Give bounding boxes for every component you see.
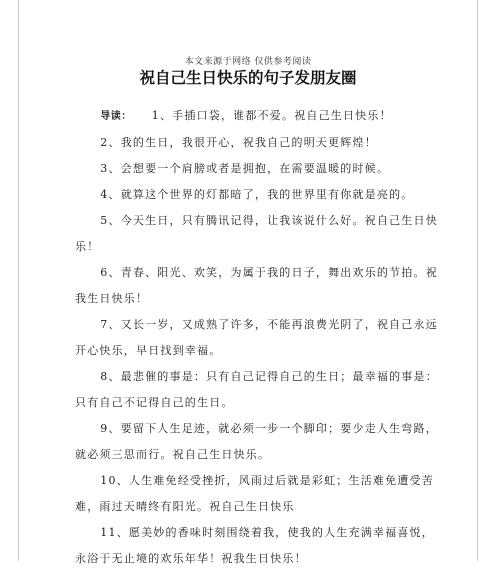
paragraph-3: 3、会想要一个肩膀或者是拥抱，在需要温暖的时候。 <box>100 162 390 175</box>
paragraph-5: 5、今天生日，只有腾讯记得，让我该说什么好。祝自己生日快乐！ <box>75 214 438 253</box>
paragraph-8: 8、最悲催的事是：只有自己记得自己的生日；最幸福的事是：只有自己不记得自己的生日。 <box>75 370 438 409</box>
source-note: 本文来源于网络 仅供参考阅读 <box>184 57 312 67</box>
intro-label: 导读： <box>100 111 132 122</box>
intro-paragraph <box>75 103 443 130</box>
article-body <box>75 103 443 572</box>
paragraph-9: 9、要留下人生足迹，就必须一步一个脚印；要少走人生弯路，就必须三思而行。祝自己生日快乐。 <box>75 422 438 461</box>
paragraph-2: 2、我的生日，我很开心，祝我自己的明天更辉煌！ <box>100 136 377 149</box>
paragraph-4: 4、就算这个世界的灯都暗了，我的世界里有你就是亮的。 <box>100 188 414 201</box>
document-page <box>18 0 478 565</box>
paragraph-6: 6、青春、阳光、欢笑，为属于我的日子，舞出欢乐的节拍。祝我生日快乐！ <box>75 266 438 305</box>
intro-text: 1、手插口袋，谁都不爱。祝自己生日快乐！ <box>151 109 392 122</box>
paragraph-7: 7、又长一岁，又成熟了许多，不能再浪费光阴了，祝自己永远开心快乐，早日找到幸福。 <box>75 318 438 357</box>
page-title: 祝自己生日快乐的句子发朋友圈 <box>139 69 357 87</box>
paragraph-11: 11、愿美妙的香味时刻围绕着我，使我的人生充满幸福喜悦，永浴于无止境的欢乐年华！祝我生日快乐！ <box>75 526 434 565</box>
paragraph-10: 10、人生难免经受挫折，风雨过后就是彩虹；生活难免遭受苦难，雨过天晴终有阳光。祝自己生日快乐 <box>75 474 434 513</box>
